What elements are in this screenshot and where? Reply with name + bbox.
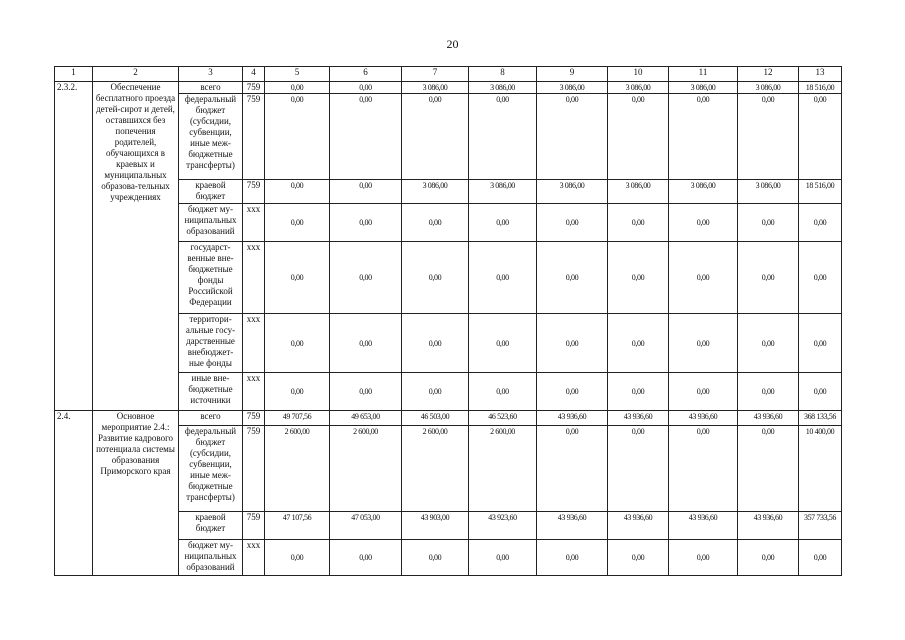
amount-cell: 0,00 bbox=[608, 540, 669, 576]
amount-cell: 3 086,00 bbox=[669, 180, 738, 204]
amount-cell: 0,00 bbox=[669, 540, 738, 576]
amount-cell: 47 053,00 bbox=[330, 512, 402, 540]
grbs-code: ххх bbox=[243, 540, 265, 576]
table-row bbox=[55, 82, 842, 94]
amount-cell: 0,00 bbox=[265, 82, 330, 94]
amount-cell: 3 086,00 bbox=[537, 180, 608, 204]
amount-cell: 3 086,00 bbox=[608, 82, 669, 94]
amount-cell: 43 936,60 bbox=[738, 411, 799, 426]
funding-source: всего bbox=[179, 82, 243, 94]
funding-source: федеральный бюджет (субсидии, субвенции, иные меж-бюджетные трансферты) bbox=[179, 426, 243, 512]
column-header: 1 bbox=[55, 67, 93, 82]
amount-cell: 0,00 bbox=[469, 94, 537, 180]
amount-cell: 0,00 bbox=[608, 204, 669, 242]
amount-cell: 43 923,60 bbox=[469, 512, 537, 540]
section-code: 2.3.2. bbox=[55, 82, 93, 411]
funding-source: всего bbox=[179, 411, 243, 426]
amount-cell: 0,00 bbox=[537, 204, 608, 242]
amount-cell: 0,00 bbox=[669, 94, 738, 180]
grbs-code: ххх bbox=[243, 314, 265, 373]
amount-cell: 43 936,60 bbox=[608, 411, 669, 426]
amount-cell: 0,00 bbox=[330, 242, 402, 314]
column-header: 6 bbox=[330, 67, 402, 82]
amount-cell: 49 707,56 bbox=[265, 411, 330, 426]
amount-cell: 0,00 bbox=[738, 204, 799, 242]
funding-source: краевой бюджет bbox=[179, 180, 243, 204]
grbs-code: ххх bbox=[243, 204, 265, 242]
amount-cell: 0,00 bbox=[608, 314, 669, 373]
funding-source: краевой бюджет bbox=[179, 512, 243, 540]
grbs-code: 759 bbox=[243, 426, 265, 512]
amount-cell: 0,00 bbox=[608, 426, 669, 512]
amount-cell: 0,00 bbox=[799, 314, 842, 373]
amount-cell: 0,00 bbox=[330, 94, 402, 180]
amount-cell: 0,00 bbox=[402, 540, 469, 576]
amount-cell: 0,00 bbox=[669, 373, 738, 411]
amount-cell: 0,00 bbox=[330, 82, 402, 94]
amount-cell: 49 653,00 bbox=[330, 411, 402, 426]
amount-cell: 2 600,00 bbox=[330, 426, 402, 512]
amount-cell: 0,00 bbox=[608, 242, 669, 314]
amount-cell: 0,00 bbox=[537, 373, 608, 411]
amount-cell: 3 086,00 bbox=[402, 82, 469, 94]
amount-cell: 0,00 bbox=[265, 540, 330, 576]
column-header: 10 bbox=[608, 67, 669, 82]
amount-cell: 0,00 bbox=[738, 373, 799, 411]
amount-cell: 0,00 bbox=[738, 540, 799, 576]
amount-cell: 0,00 bbox=[799, 94, 842, 180]
amount-cell: 0,00 bbox=[330, 540, 402, 576]
amount-cell: 0,00 bbox=[799, 373, 842, 411]
column-header: 7 bbox=[402, 67, 469, 82]
amount-cell: 0,00 bbox=[330, 314, 402, 373]
amount-cell: 0,00 bbox=[469, 204, 537, 242]
amount-cell: 0,00 bbox=[402, 373, 469, 411]
amount-cell: 0,00 bbox=[330, 373, 402, 411]
column-header: 12 bbox=[738, 67, 799, 82]
amount-cell: 43 903,00 bbox=[402, 512, 469, 540]
grbs-code: 759 bbox=[243, 512, 265, 540]
amount-cell: 10 400,00 bbox=[799, 426, 842, 512]
amount-cell: 43 936,60 bbox=[669, 411, 738, 426]
table-body bbox=[55, 82, 842, 576]
amount-cell: 0,00 bbox=[402, 242, 469, 314]
column-header: 3 bbox=[179, 67, 243, 82]
amount-cell: 0,00 bbox=[469, 314, 537, 373]
grbs-code: 759 bbox=[243, 82, 265, 94]
amount-cell: 43 936,60 bbox=[738, 512, 799, 540]
column-header: 9 bbox=[537, 67, 608, 82]
column-header: 5 bbox=[265, 67, 330, 82]
amount-cell: 0,00 bbox=[265, 180, 330, 204]
amount-cell: 3 086,00 bbox=[469, 82, 537, 94]
budget-table bbox=[54, 66, 842, 576]
amount-cell: 3 086,00 bbox=[738, 82, 799, 94]
amount-cell: 18 516,00 bbox=[799, 82, 842, 94]
grbs-code: ххх bbox=[243, 242, 265, 314]
section-code: 2.4. bbox=[55, 411, 93, 576]
amount-cell: 0,00 bbox=[669, 242, 738, 314]
amount-cell: 0,00 bbox=[402, 94, 469, 180]
funding-source: государст-венные вне-бюджетные фонды Российской Федерации bbox=[179, 242, 243, 314]
column-header: 11 bbox=[669, 67, 738, 82]
funding-source: иные вне-бюджетные источники bbox=[179, 373, 243, 411]
amount-cell: 0,00 bbox=[669, 426, 738, 512]
amount-cell: 2 600,00 bbox=[402, 426, 469, 512]
amount-cell: 0,00 bbox=[469, 373, 537, 411]
amount-cell: 3 086,00 bbox=[402, 180, 469, 204]
amount-cell: 368 133,56 bbox=[799, 411, 842, 426]
amount-cell: 46 503,00 bbox=[402, 411, 469, 426]
amount-cell: 0,00 bbox=[537, 94, 608, 180]
amount-cell: 0,00 bbox=[469, 242, 537, 314]
grbs-code: 759 bbox=[243, 180, 265, 204]
funding-source: бюджет му-ниципальных образований bbox=[179, 540, 243, 576]
amount-cell: 0,00 bbox=[265, 314, 330, 373]
amount-cell: 0,00 bbox=[537, 540, 608, 576]
column-header: 13 bbox=[799, 67, 842, 82]
amount-cell: 0,00 bbox=[738, 94, 799, 180]
header-row bbox=[55, 67, 842, 82]
amount-cell: 0,00 bbox=[330, 204, 402, 242]
measure-name: Обеспечение бесплатного проезда детей-сирот и детей, оставшихся без попечения родителей, обучающихся в краевых и муниципальных образова-тельных учреждениях bbox=[93, 82, 179, 411]
page-number: 20 bbox=[446, 37, 459, 51]
amount-cell: 3 086,00 bbox=[537, 82, 608, 94]
amount-cell: 0,00 bbox=[469, 540, 537, 576]
amount-cell: 357 733,56 bbox=[799, 512, 842, 540]
column-header: 2 bbox=[93, 67, 179, 82]
amount-cell: 3 086,00 bbox=[738, 180, 799, 204]
amount-cell: 2 600,00 bbox=[265, 426, 330, 512]
amount-cell: 0,00 bbox=[738, 242, 799, 314]
amount-cell: 0,00 bbox=[799, 540, 842, 576]
amount-cell: 0,00 bbox=[608, 373, 669, 411]
amount-cell: 0,00 bbox=[608, 94, 669, 180]
amount-cell: 2 600,00 bbox=[469, 426, 537, 512]
amount-cell: 0,00 bbox=[537, 426, 608, 512]
amount-cell: 0,00 bbox=[402, 314, 469, 373]
table-row bbox=[55, 411, 842, 426]
funding-source: федеральный бюджет (субсидии, субвенции, иные меж-бюджетные трансферты) bbox=[179, 94, 243, 180]
amount-cell: 43 936,60 bbox=[537, 512, 608, 540]
amount-cell: 0,00 bbox=[799, 204, 842, 242]
amount-cell: 3 086,00 bbox=[669, 82, 738, 94]
measure-name: Основное мероприятие 2.4.: Развитие кадрового потенциала системы образования Приморского края bbox=[93, 411, 179, 576]
amount-cell: 43 936,60 bbox=[669, 512, 738, 540]
amount-cell: 46 523,60 bbox=[469, 411, 537, 426]
amount-cell: 0,00 bbox=[669, 314, 738, 373]
grbs-code: ххх bbox=[243, 373, 265, 411]
column-header: 8 bbox=[469, 67, 537, 82]
amount-cell: 0,00 bbox=[738, 426, 799, 512]
funding-source: территори-альные госу-дарственные внебюджет-ные фонды bbox=[179, 314, 243, 373]
amount-cell: 43 936,60 bbox=[537, 411, 608, 426]
grbs-code: 759 bbox=[243, 411, 265, 426]
column-header: 4 bbox=[243, 67, 265, 82]
amount-cell: 0,00 bbox=[265, 204, 330, 242]
amount-cell: 0,00 bbox=[265, 242, 330, 314]
amount-cell: 0,00 bbox=[265, 373, 330, 411]
amount-cell: 0,00 bbox=[537, 242, 608, 314]
amount-cell: 43 936,60 bbox=[608, 512, 669, 540]
amount-cell: 3 086,00 bbox=[469, 180, 537, 204]
amount-cell: 0,00 bbox=[738, 314, 799, 373]
amount-cell: 0,00 bbox=[669, 204, 738, 242]
grbs-code: 759 bbox=[243, 94, 265, 180]
amount-cell: 0,00 bbox=[799, 242, 842, 314]
funding-source: бюджет му-ниципальных образований bbox=[179, 204, 243, 242]
amount-cell: 0,00 bbox=[537, 314, 608, 373]
amount-cell: 18 516,00 bbox=[799, 180, 842, 204]
amount-cell: 3 086,00 bbox=[608, 180, 669, 204]
amount-cell: 0,00 bbox=[330, 180, 402, 204]
amount-cell: 0,00 bbox=[265, 94, 330, 180]
amount-cell: 47 107,56 bbox=[265, 512, 330, 540]
amount-cell: 0,00 bbox=[402, 204, 469, 242]
